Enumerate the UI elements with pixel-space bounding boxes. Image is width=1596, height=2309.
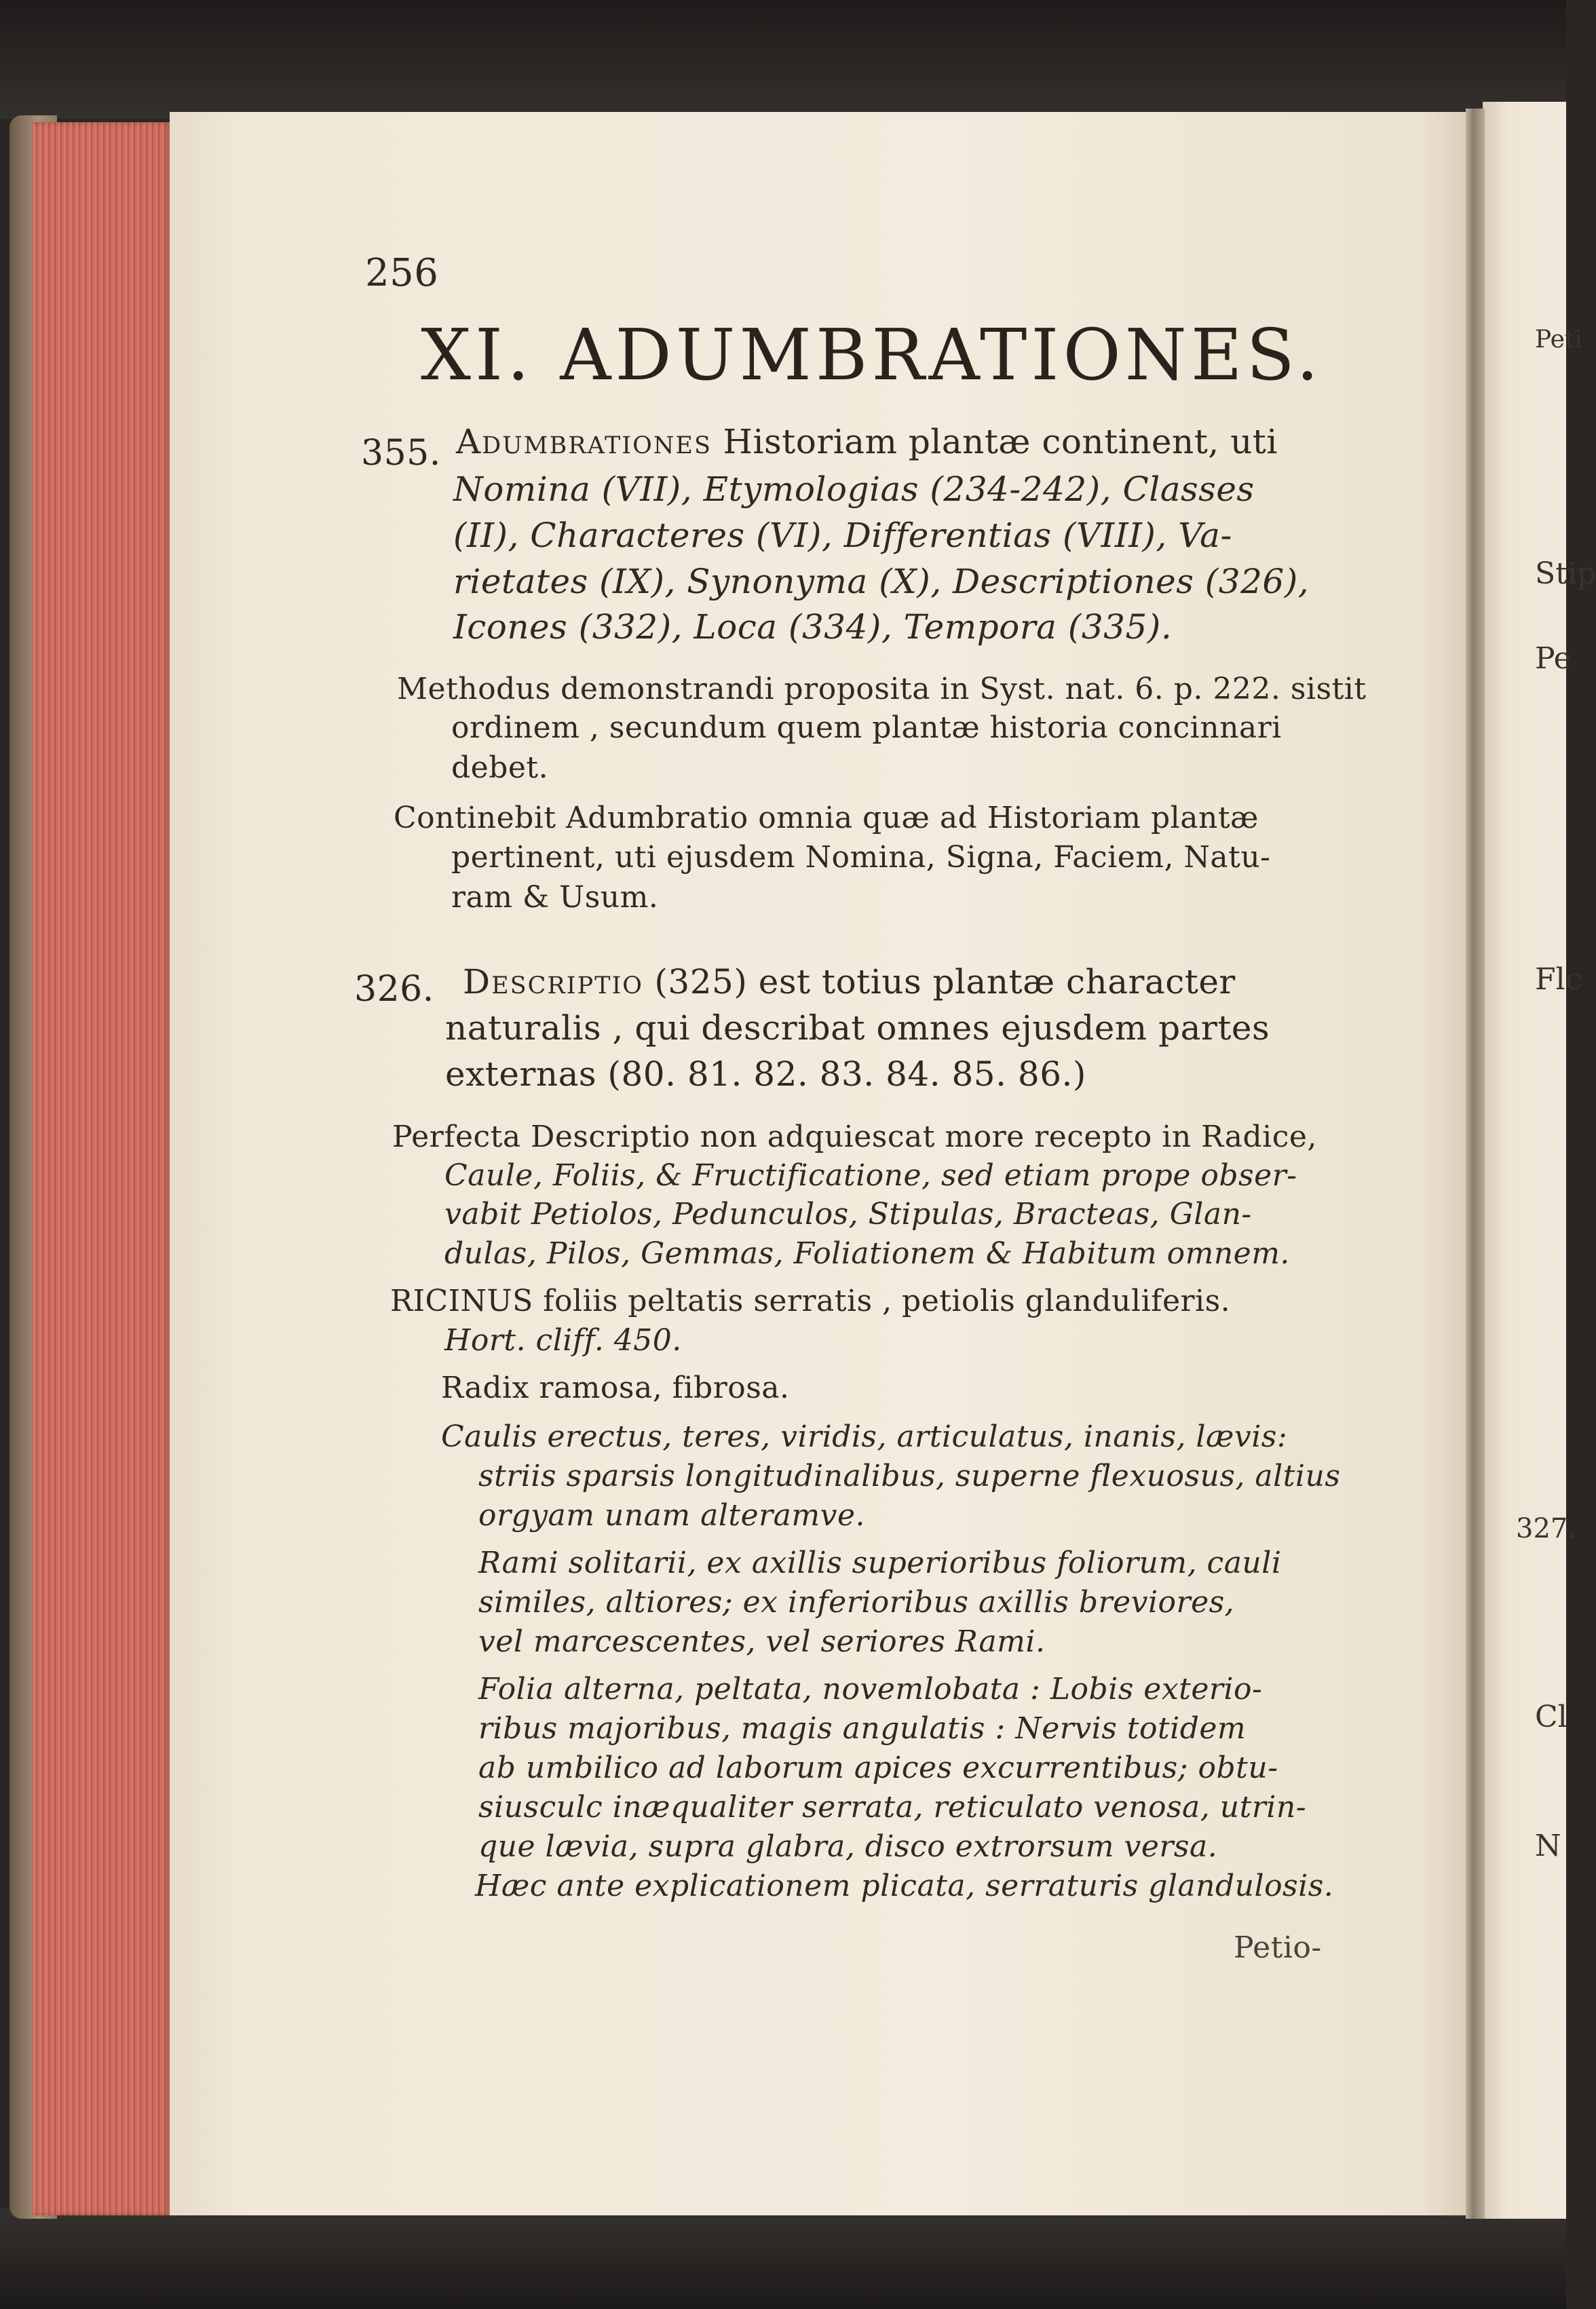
catchword: Petio- <box>1234 1930 1322 1965</box>
facing-page-fragment: Cl <box>1535 1700 1568 1734</box>
background-cloth-top <box>0 0 1566 119</box>
section-line: Icones (332), Loca (334), Tempora (335). <box>453 607 1173 647</box>
note-line: debet. <box>451 750 549 785</box>
folia-line: siusculc inæqualiter serrata, reticulato venosa, utrin- <box>478 1790 1307 1825</box>
note-line: Methodus demonstrandi proposita in Syst. nat. 6. p. 222. sistit <box>397 672 1367 706</box>
species-line: Hort. cliff. 450. <box>444 1323 682 1358</box>
facing-page-fragment: Stip <box>1535 556 1596 591</box>
section-line: externas (80. 81. 82. 83. 84. 85. 86.) <box>445 1054 1086 1094</box>
facing-page-fragment: 327. <box>1516 1513 1577 1544</box>
caulis-line: orgyam unam alteramve. <box>478 1498 866 1533</box>
note-line: Perfecta Descriptio non adquiescat more recepto in Radice, <box>392 1120 1317 1154</box>
section-lead: Descriptio <box>463 962 643 1001</box>
section-line: (325) est totius plantæ character <box>654 962 1236 1001</box>
note-line: ordinem , secundum quem plantæ historia concinnari <box>451 710 1282 745</box>
folia-line: ab umbilico ad laborum apices excurrentibus; obtu- <box>478 1751 1278 1785</box>
section-number: 326. <box>354 969 434 1010</box>
radix-line: Radix ramosa, fibrosa. <box>441 1371 790 1405</box>
species-line: RICINUS foliis peltatis serratis , petiolis glanduliferis. <box>390 1284 1231 1318</box>
folia-line: Folia alterna, peltata, novemlobata : Lobis exterio- <box>478 1672 1263 1706</box>
page-gutter <box>1466 109 1485 2219</box>
folia-line: Hæc ante explicationem plicata, serraturis glandulosis. <box>475 1869 1334 1903</box>
folia-line: ribus majoribus, magis angulatis : Nervis totidem <box>478 1711 1247 1746</box>
page-number: 256 <box>365 251 439 295</box>
rami-line: Rami solitarii, ex axillis superioribus foliorum, cauli <box>478 1546 1282 1580</box>
facing-page-fragment: Peti <box>1535 326 1582 354</box>
rami-line: similes, altiores; ex inferioribus axillis breviores, <box>478 1585 1235 1620</box>
note-line: Caule, Foliis, & Fructificatione, sed etiam prope obser- <box>444 1158 1297 1193</box>
section-line: (II), Characteres (VI), Differentias (VIII), Va- <box>453 516 1232 555</box>
section-line: naturalis , qui describat omnes ejusdem partes <box>445 1008 1270 1048</box>
section-number: 355. <box>361 433 441 474</box>
section-line: rietates (IX), Synonyma (X), Descriptiones (326), <box>453 562 1310 601</box>
background-cloth-bottom <box>0 2209 1566 2309</box>
caulis-line: Caulis erectus, teres, viridis, articulatus, inanis, lævis: <box>441 1419 1288 1454</box>
section-text <box>456 422 1278 461</box>
facing-page-fragment: Pe <box>1535 641 1572 676</box>
folia-line: que lævia, supra glabra, disco extrorsum versa. <box>478 1829 1218 1864</box>
rami-line: vel marcescentes, vel seriores Rami. <box>478 1624 1046 1659</box>
section-lead: Adumbrationes <box>456 422 712 461</box>
note-line: dulas, Pilos, Gemmas, Foliationem & Habitum omnem. <box>444 1236 1290 1271</box>
section-line: Nomina (VII), Etymologias (234-242), Classes <box>453 470 1255 509</box>
facing-page <box>1483 102 1566 2219</box>
facing-page-fragment: N <box>1535 1829 1561 1863</box>
red-page-edges <box>33 122 172 2215</box>
note-line: Continebit Adumbratio omnia quæ ad Historiam plantæ <box>394 801 1259 835</box>
note-line: pertinent, uti ejusdem Nomina, Signa, Faciem, Natu- <box>451 840 1271 875</box>
note-line: vabit Petiolos, Pedunculos, Stipulas, Bracteas, Glan- <box>444 1197 1252 1232</box>
note-line: ram & Usum. <box>451 880 659 915</box>
chapter-heading: XI. ADUMBRATIONES. <box>421 313 1323 396</box>
facing-page-fragment: Flc <box>1535 962 1582 997</box>
section-line: Historiam plantæ continent, uti <box>723 422 1278 461</box>
section-text <box>463 962 1236 1001</box>
caulis-line: striis sparsis longitudinalibus, superne flexuosus, altius <box>478 1459 1341 1493</box>
